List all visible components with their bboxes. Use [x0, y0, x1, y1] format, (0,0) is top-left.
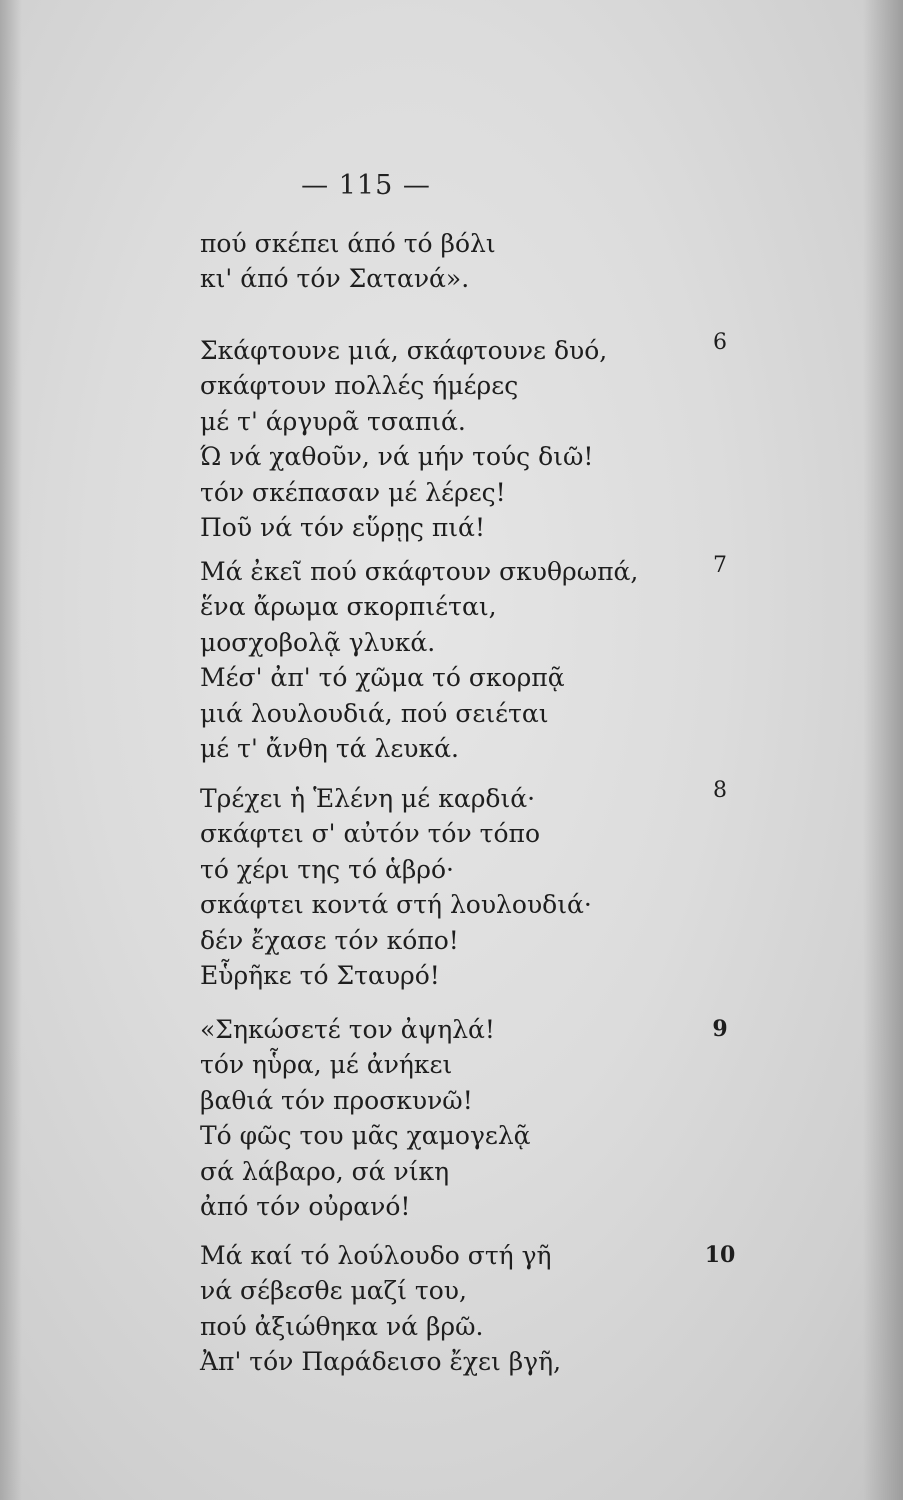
verse-line: «Σηκώσετέ τον ἀψηλά!: [200, 1015, 495, 1044]
page-shadow-right: [863, 0, 903, 1500]
verse-line: Μά καί τό λούλουδο στή γῆ: [200, 1241, 552, 1270]
stanza-continuation: [200, 226, 680, 297]
stanza-number: 8: [713, 778, 727, 803]
stanza-7: [200, 554, 680, 766]
stanza-number: 10: [704, 1242, 736, 1268]
verse-line: σά λάβαρο, σά νίκη: [200, 1156, 450, 1186]
verse-line: σκάφτει κοντά στή λουλουδιά·: [200, 890, 592, 920]
verse-line: ἕνα ἄρωμα σκορπιέται,: [200, 592, 497, 622]
verse-line: τό χέρι της τό ἁβρό·: [200, 854, 454, 884]
stanza-8: [200, 781, 680, 993]
verse-line: Εὗρῆκε τό Σταυρό!: [200, 960, 440, 990]
verse-line: τόν σκέπασαν μέ λέρες!: [200, 477, 506, 507]
verse-line: Σκάφτουνε μιά, σκάφτουνε δυό,: [200, 336, 608, 365]
verse-line: μοσχοβολᾷ γλυκά.: [200, 627, 436, 657]
page-shadow-left: [0, 0, 22, 1500]
stanza-10: [200, 1238, 680, 1380]
verse-line: Μά ἐκεῖ πού σκάφτουν σκυθρωπά,: [200, 557, 639, 586]
stanza-number: 6: [713, 330, 727, 355]
verse-line: μιά λουλουδιά, πού σειέται: [200, 698, 549, 728]
verse-line: μέ τ' άργυρᾶ τσαπιά.: [200, 406, 466, 436]
verse-line: Ώ νά χαθοῦν, νά μήν τούς διῶ!: [200, 442, 594, 472]
verse-line: ἀπό τόν οὐρανό!: [200, 1191, 411, 1221]
stanza-number: 7: [713, 553, 727, 578]
verse-line: τόν ηὗρα, μέ ἀνήκει: [200, 1050, 453, 1080]
verse-line: κι' άπό τόν Σατανά».: [200, 264, 470, 294]
verse-line: βαθιά τόν προσκυνῶ!: [200, 1085, 473, 1115]
verse-line: μέ τ' ἄνθη τά λευκά.: [200, 733, 459, 763]
stanza-number: 9: [712, 1016, 728, 1042]
verse-line: Τό φῶς του μᾶς χαμογελᾷ: [200, 1121, 531, 1151]
verse-line: Ἀπ' τόν Παράδεισο ἔχει βγῆ,: [200, 1347, 562, 1377]
stanza-6: [200, 333, 680, 545]
verse-line: πού ἀξιώθηκα νά βρῶ.: [200, 1311, 484, 1341]
verse-line: σκάφτουν πολλές ήμέρες: [200, 371, 519, 401]
verse-line: Τρέχει ἡ Ἑλένη μέ καρδιά·: [200, 784, 536, 813]
page-number: — 115 —: [301, 170, 431, 201]
verse-line: δέν ἔχασε τόν κόπο!: [200, 925, 459, 955]
verse-line: Μέσ' ἀπ' τό χῶμα τό σκορπᾷ: [200, 663, 565, 693]
verse-line: Ποῦ νά τόν εὕρῃς πιά!: [200, 512, 485, 542]
verse-line: πού σκέπει άπό τό βόλι: [200, 229, 496, 258]
verse-line: νά σέβεσθε μαζί του,: [200, 1276, 467, 1306]
stanza-9: [200, 1012, 680, 1224]
verse-line: σκάφτει σ' αὐτόν τόν τόπο: [200, 819, 540, 849]
